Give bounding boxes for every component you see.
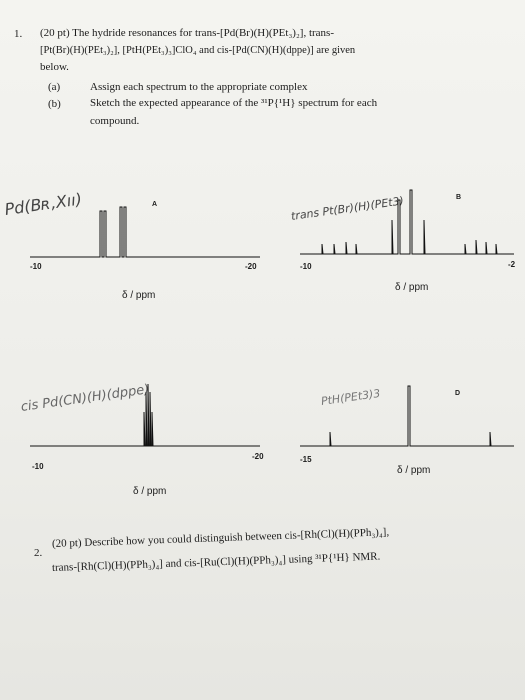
spectrum-b-letter: B [456,194,462,201]
spectrum-a-tick-right: -20 [245,262,257,271]
spectrum-a-axis-label: δ / ppm [122,290,156,301]
spectrum-a-tick-left: -10 [30,262,42,271]
part-a-label: (a) [48,81,61,93]
spectrum-d-axis-label: δ / ppm [397,465,431,476]
part-b-text-continued: compound. [90,115,140,127]
question-1-number: 1. [14,28,23,40]
spectrum-c-axis-label: δ / ppm [133,486,167,497]
spectrum-c-handwritten-note: cis Pd(CN)(H)(dppe) [19,382,151,415]
question-2-line-2: trans-[Rh(Cl)(H)(PPh₃)₄] and cis-[Ru(Cl)(H)(PPh₃)₄] using ³¹P{¹H} NMR. [51,550,381,574]
spectrum-d-trace [300,372,520,452]
spectrum-b-handwritten-note: trans Pt(Br)(H)(PEt3) [290,194,405,223]
question-1-line-2: [Pt(Br)(H)(PEt₃)₂], [PtH(PEt₃)₃]ClO₄ and cis-[Pd(CN)(H)(dppe)] are given [40,45,356,56]
part-b-label: (b) [48,98,61,110]
spectrum-d-tick-left: -15 [300,455,312,464]
question-1-line-3: below. [40,61,69,73]
spectrum-c-tick-right: -20 [252,452,264,461]
spectrum-d-handwritten-note: PtH(PEt3)3 [320,386,382,408]
question-2-line-1: (20 pt) Describe how you could distinguish between cis-[Rh(Cl)(H)(PPh₃)₄], [51,526,390,550]
question-1-line-1: (20 pt) The hydride resonances for trans-[Pd(Br)(H)(PEt₃)₂], trans- [40,27,334,39]
spectrum-a-handwritten-note: Pd(Bʀ,Xıı) [3,189,84,219]
spectrum-a-letter: A [152,201,158,208]
spectrum-a-trace [20,183,265,263]
spectrum-c-tick-left: -10 [32,462,44,471]
spectrum-c-trace [20,372,265,462]
spectrum-b-axis-label: δ / ppm [395,282,429,293]
spectrum-b-tick-right: -2 [508,260,516,269]
question-2-number: 2. [34,547,43,559]
spectrum-d-letter: D [455,390,461,397]
part-a-text: Assign each spectrum to the appropriate complex [90,81,308,93]
spectrum-b-tick-left: -10 [300,262,312,271]
spectrum-b-trace [300,180,520,260]
part-b-text: Sketch the expected appearance of the ³¹P{¹H} spectrum for each [90,97,378,109]
